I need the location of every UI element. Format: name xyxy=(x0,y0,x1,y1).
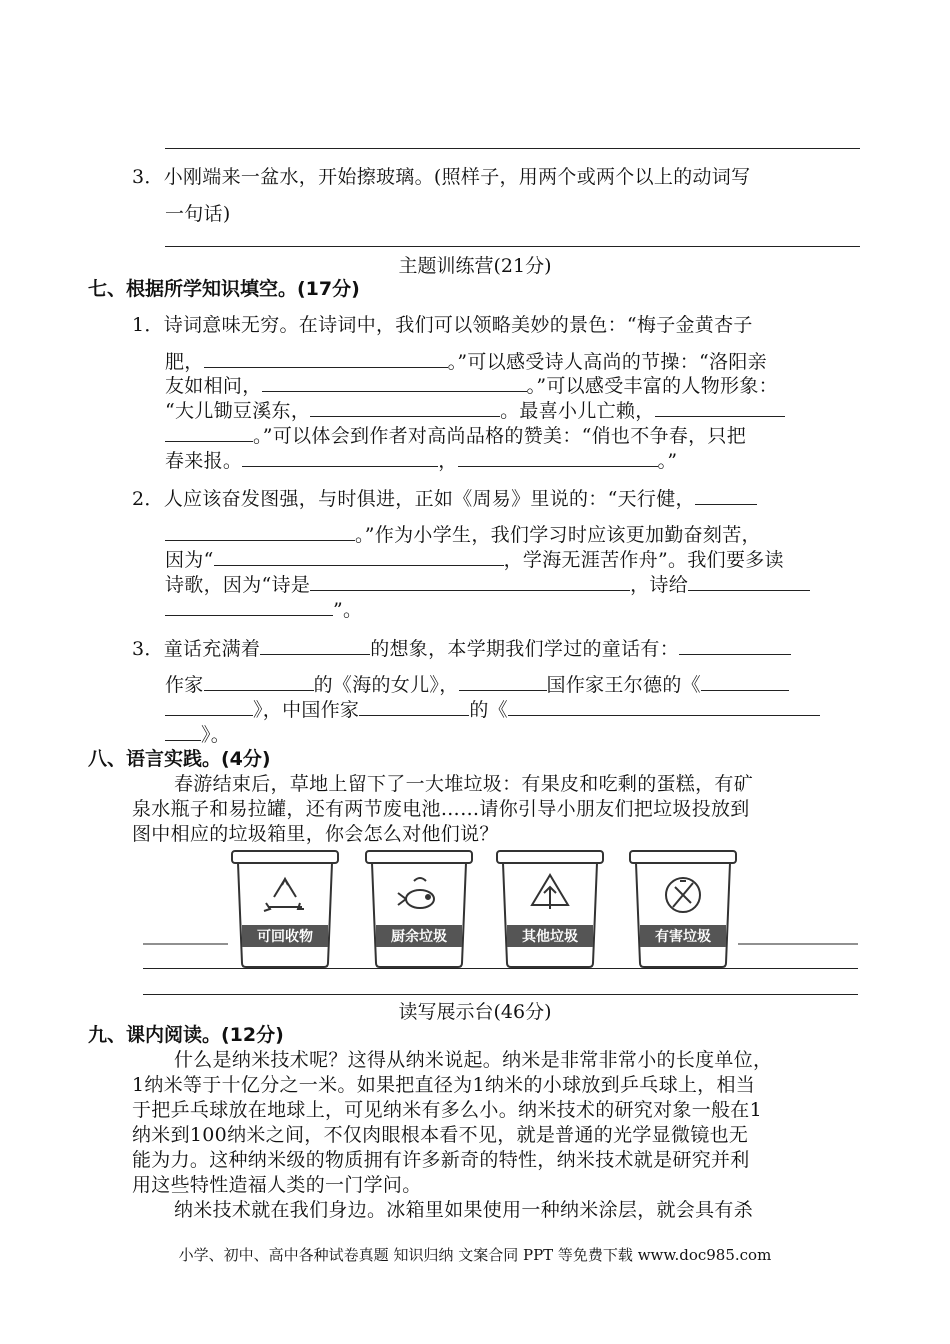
s7-q2-l3 xyxy=(165,547,784,572)
s7-title: 七、根据所学知识填空。(17分) xyxy=(88,278,360,300)
s7-q3-l4 xyxy=(165,722,230,747)
s8-title: 八、语言实践。(4分) xyxy=(88,748,271,770)
text: 。”可以体会到作者对高尚品格的赞美：“俏也不争春，只把 xyxy=(253,425,747,447)
recyclable-bin xyxy=(232,851,338,967)
s9-line: 1纳米等于十亿分之一米。如果把直径为1纳米的小球放到乒乓球上，相当 xyxy=(132,1074,756,1096)
text: 。”作为小学生，我们学习时应该更加勤奋刻苦， xyxy=(355,524,761,546)
blank[interactable] xyxy=(165,522,355,541)
answer-line[interactable] xyxy=(143,968,858,969)
blank[interactable] xyxy=(458,448,658,467)
blank[interactable] xyxy=(701,672,789,691)
blank[interactable] xyxy=(695,486,757,505)
blank[interactable] xyxy=(165,722,201,741)
s7-q1-l6 xyxy=(165,448,677,473)
text: 春来报。 xyxy=(165,450,243,472)
text: 肥， xyxy=(165,351,204,373)
text: 》。 xyxy=(201,724,231,746)
text: 的《 xyxy=(469,699,508,721)
s8-p3: 图中相应的垃圾箱里，你会怎么对他们说？ xyxy=(132,823,499,845)
s7-q1-l1: 1．诗词意味无穷。在诗词中，我们可以领略美妙的景色：“梅子金黄杏子 xyxy=(132,314,753,336)
answer-line[interactable] xyxy=(165,148,860,149)
bin-label: 有害垃圾 xyxy=(655,929,711,945)
s7-q3-l2 xyxy=(165,672,789,697)
s7-q1-l4 xyxy=(165,398,785,423)
hazardous-waste-bin xyxy=(630,851,736,967)
text: ”。 xyxy=(333,599,363,621)
text: 因为“ xyxy=(165,549,214,571)
s7-q2-l1 xyxy=(132,486,757,511)
s9-line: 能为力。这种纳米级的物质拥有许多新奇的特性，纳米技术就是研究并利 xyxy=(132,1149,750,1171)
text: 。”可以感受诗人高尚的节操：“洛阳亲 xyxy=(447,351,767,373)
blank[interactable] xyxy=(359,697,469,716)
text: 国作家王尔德的《 xyxy=(546,674,701,696)
text: 作家 xyxy=(165,674,204,696)
text: 。”可以感受丰富的人物形象： xyxy=(526,375,778,397)
blank[interactable] xyxy=(688,572,810,591)
text: “大儿锄豆溪东， xyxy=(165,400,311,422)
blank[interactable] xyxy=(655,398,785,417)
blank[interactable] xyxy=(204,672,314,691)
blank[interactable] xyxy=(260,636,370,655)
blank[interactable] xyxy=(310,398,500,417)
text: 》，中国作家 xyxy=(253,699,360,721)
blank[interactable] xyxy=(204,349,448,368)
s7-q1-l3 xyxy=(165,373,778,398)
s9-line: 什么是纳米技术呢？这得从纳米说起。纳米是非常非常小的长度单位， xyxy=(174,1049,773,1071)
text: ，学海无涯苦作舟”。我们要多读 xyxy=(503,549,784,571)
bin-label: 其他垃圾 xyxy=(522,929,578,945)
s9-line: 用这些特性造福人类的一门学问。 xyxy=(132,1174,422,1196)
text: 的想象，本学期我们学过的童话有： xyxy=(370,638,680,660)
footer-text: 小学、初中、高中各种试卷真题 知识归纳 文案合同 PPT 等免费下载 www.doc985.com xyxy=(178,1246,772,1264)
blank[interactable] xyxy=(165,697,253,716)
blank[interactable] xyxy=(310,572,630,591)
bin-label: 厨余垃圾 xyxy=(391,929,447,945)
read-write-section-title: 读写展示台(46分) xyxy=(398,1001,552,1023)
s9-line: 纳米到100纳米之间，不仅肉眼根本看不见，就是普通的光学显微镜也无 xyxy=(132,1124,749,1146)
s6-q3-line2: 一句话) xyxy=(165,203,231,225)
text: 。最喜小儿亡赖， xyxy=(500,400,655,422)
text: 2．人应该奋发图强，与时俱进，正如《周易》里说的：“天行健， xyxy=(132,488,695,510)
theme-section-title: 主题训练营(21分) xyxy=(398,255,552,277)
s8-p2: 泉水瓶子和易拉罐，还有两节废电池……请你引导小朋友们把垃圾投放到 xyxy=(132,798,750,820)
blank[interactable] xyxy=(165,423,253,442)
s7-q2-l4 xyxy=(165,572,810,597)
text: 3．童话充满着 xyxy=(132,638,261,660)
kitchen-waste-bin xyxy=(366,851,472,967)
s8-p1: 春游结束后，草地上留下了一大堆垃圾：有果皮和吃剩的蛋糕，有矿 xyxy=(174,773,754,795)
s9-title: 九、课内阅读。(12分) xyxy=(88,1024,284,1046)
s7-q2-l2 xyxy=(165,522,761,547)
blank[interactable] xyxy=(679,636,791,655)
blank[interactable] xyxy=(262,373,527,392)
s7-q2-l5 xyxy=(165,597,362,622)
text: 友如相问， xyxy=(165,375,262,397)
blank[interactable] xyxy=(214,547,504,566)
blank[interactable] xyxy=(459,672,547,691)
s9-line: 于把乒乓球放在地球上，可见纳米有多么小。纳米技术的研究对象一般在1 xyxy=(132,1099,762,1121)
blank[interactable] xyxy=(165,597,333,616)
garbage-bins-illustration xyxy=(0,845,950,975)
blank[interactable] xyxy=(508,697,820,716)
text: ，诗给 xyxy=(630,574,689,596)
blank[interactable] xyxy=(242,448,438,467)
s6-q3-line1: 3．小刚端来一盆水，开始擦玻璃。(照样子，用两个或两个以上的动词写 xyxy=(132,166,751,188)
answer-line[interactable] xyxy=(165,246,860,247)
answer-line[interactable] xyxy=(143,994,858,995)
text: 的《海的女儿》， xyxy=(313,674,459,696)
s9-line: 纳米技术就在我们身边。冰箱里如果使用一种纳米涂层，就会具有杀 xyxy=(174,1199,754,1221)
s7-q3-l3 xyxy=(165,697,820,722)
other-waste-bin xyxy=(497,851,603,967)
text: 诗歌，因为“诗是 xyxy=(165,574,311,596)
text: ， xyxy=(438,450,458,472)
text: 。” xyxy=(657,450,678,472)
bin-label: 可回收物 xyxy=(257,929,313,945)
s7-q1-l2 xyxy=(165,349,767,374)
s7-q1-l5 xyxy=(165,423,746,448)
s7-q3-l1 xyxy=(132,636,791,661)
